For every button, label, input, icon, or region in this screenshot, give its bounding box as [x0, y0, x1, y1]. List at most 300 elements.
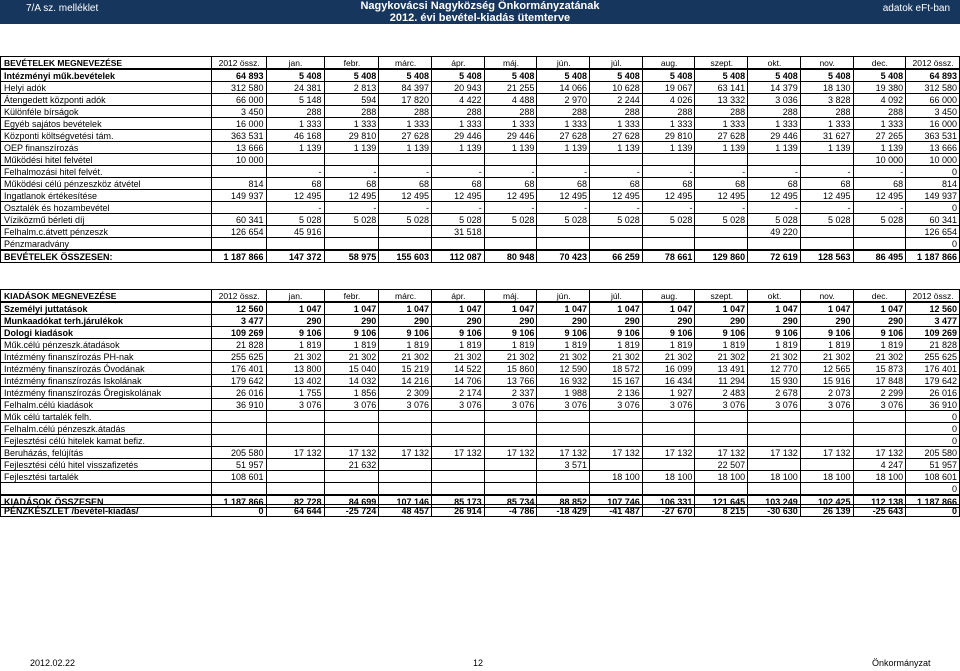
table-cell: -	[266, 166, 324, 178]
table-row	[1, 471, 960, 483]
table-cell: 27 628	[379, 130, 432, 142]
table-cell	[211, 423, 266, 435]
table-cell: 11 294	[695, 375, 748, 387]
table-cell: 109 269	[906, 327, 960, 339]
table-cell	[590, 226, 643, 238]
table-cell: -	[379, 166, 432, 178]
table-cell: 16 434	[642, 375, 695, 387]
table-cell: 5 408	[695, 69, 748, 82]
table-cell: 16 099	[642, 363, 695, 375]
table-cell	[266, 471, 324, 483]
table-cell	[537, 411, 590, 423]
table-cell: 21 632	[324, 459, 379, 471]
table-cell: 21 302	[537, 351, 590, 363]
table-cell: 9 106	[642, 327, 695, 339]
table-cell: -	[432, 166, 485, 178]
table-cell: 363 531	[906, 130, 960, 142]
table-cell: 1 333	[266, 118, 324, 130]
table-cell	[379, 226, 432, 238]
table-cell: 1 988	[537, 387, 590, 399]
table-cell: 288	[695, 106, 748, 118]
row-label: Egyéb sajátos bevételek	[1, 118, 212, 130]
total-row	[1, 250, 960, 263]
table-cell: 1 139	[432, 142, 485, 154]
row-label: Felhalm.c.átvett pénzeszk	[1, 226, 212, 238]
table-cell: okt.	[748, 57, 801, 70]
table-cell	[748, 423, 801, 435]
table-cell: 21 302	[432, 351, 485, 363]
table-cell: 2 244	[590, 94, 643, 106]
table-cell	[590, 238, 643, 251]
table-cell: 106 331	[642, 495, 695, 508]
table-cell: ápr.	[432, 290, 485, 303]
table-cell: 149 937	[906, 190, 960, 202]
table-cell: 20 943	[432, 82, 485, 94]
table-cell: -	[379, 202, 432, 214]
row-label: Működési hitel felvétel	[1, 154, 212, 166]
table-cell	[695, 435, 748, 447]
table-cell: 72 619	[748, 250, 801, 263]
table-cell: 9 106	[590, 327, 643, 339]
row-label: Víziközmű bérleti díj	[1, 214, 212, 226]
table-cell: 288	[379, 106, 432, 118]
table-cell: 15 040	[324, 363, 379, 375]
row-label: Helyi adók	[1, 82, 212, 94]
table-cell	[642, 459, 695, 471]
table-cell: 121 645	[695, 495, 748, 508]
table-cell: -25 724	[324, 505, 379, 517]
row-label: Intézmény finanszírozás PH-nak	[1, 351, 212, 363]
table-cell: dec.	[853, 57, 906, 70]
table-cell: 1 187 866	[906, 250, 960, 263]
table-cell	[324, 483, 379, 496]
table-cell: jan.	[266, 57, 324, 70]
table-cell: -	[432, 202, 485, 214]
table-cell: 3 076	[484, 399, 537, 411]
table-cell: 5 028	[800, 214, 853, 226]
table-cell: 5 408	[590, 69, 643, 82]
table-cell: 288	[853, 106, 906, 118]
table-cell	[484, 154, 537, 166]
table-cell: 1 819	[324, 339, 379, 351]
table-cell	[537, 471, 590, 483]
table-row	[1, 130, 960, 142]
table-cell: 68	[695, 178, 748, 190]
table-cell: 2012 össz.	[906, 290, 960, 303]
table-cell: 205 580	[906, 447, 960, 459]
table-cell: 1 819	[484, 339, 537, 351]
table-cell: -	[537, 202, 590, 214]
row-label: PÉNZKÉSZLET /bevétel-kiadás/	[1, 505, 212, 517]
table-cell: 2012 össz.	[211, 57, 266, 70]
table-cell	[484, 238, 537, 251]
table-cell	[379, 411, 432, 423]
row-label: Pénzmaradvány	[1, 238, 212, 251]
table-cell: 1 856	[324, 387, 379, 399]
table-cell: 1 139	[266, 142, 324, 154]
table-cell	[642, 238, 695, 251]
table-cell: 3 076	[748, 399, 801, 411]
table-cell: -	[748, 202, 801, 214]
table-cell: 15 167	[590, 375, 643, 387]
table-cell	[800, 483, 853, 496]
table-cell: 0	[211, 505, 266, 517]
table-cell: 1 139	[642, 142, 695, 154]
table-cell: 1 047	[484, 302, 537, 315]
table-cell: 1 819	[800, 339, 853, 351]
table-cell	[590, 483, 643, 496]
table-cell: 2012 össz.	[211, 290, 266, 303]
table-cell: 14 706	[432, 375, 485, 387]
page-header	[0, 0, 960, 24]
table-cell	[800, 154, 853, 166]
table-cell: 2 299	[853, 387, 906, 399]
table-cell: 3 450	[211, 106, 266, 118]
table-cell: 0	[906, 238, 960, 251]
table-cell: 12 590	[537, 363, 590, 375]
table-cell: 1 047	[642, 302, 695, 315]
table-cell: 51 957	[906, 459, 960, 471]
table-cell	[484, 459, 537, 471]
table-cell: 2 073	[800, 387, 853, 399]
table-cell: 21 255	[484, 82, 537, 94]
table-cell: 1 047	[853, 302, 906, 315]
table-cell: 3 076	[379, 399, 432, 411]
table-cell: 149 937	[211, 190, 266, 202]
table-cell: -	[800, 202, 853, 214]
row-label: Felhalm.célú kiadások	[1, 399, 212, 411]
table-cell: 15 930	[748, 375, 801, 387]
table-cell: 3 076	[695, 399, 748, 411]
table-row	[1, 178, 960, 190]
table-row	[1, 363, 960, 375]
table-cell: 17 848	[853, 375, 906, 387]
table-cell: dec.	[853, 290, 906, 303]
table-cell	[853, 226, 906, 238]
table-cell: 1 333	[800, 118, 853, 130]
table-cell: 1 047	[695, 302, 748, 315]
row-label: OEP finanszírozás	[1, 142, 212, 154]
table-cell: 15 860	[484, 363, 537, 375]
table-row	[1, 190, 960, 202]
table-cell: 66 000	[906, 94, 960, 106]
table-cell: 12 565	[800, 363, 853, 375]
table-cell: -	[695, 166, 748, 178]
row-label: Műk célú tartalék felh.	[1, 411, 212, 423]
document-subtitle: 2012. évi bevétel-kiadás ütemterve	[389, 12, 571, 24]
table-cell: 155 603	[379, 250, 432, 263]
table-cell	[537, 435, 590, 447]
table-cell: 288	[324, 106, 379, 118]
table-cell: 9 106	[537, 327, 590, 339]
table-cell: 1 139	[800, 142, 853, 154]
table-cell: 1 819	[432, 339, 485, 351]
table-cell: 21 302	[379, 351, 432, 363]
table-cell: 3 076	[800, 399, 853, 411]
table-cell: 5 028	[853, 214, 906, 226]
table-cell	[590, 435, 643, 447]
table-cell: 5 028	[748, 214, 801, 226]
table-cell: 31 627	[800, 130, 853, 142]
table-cell: 9 106	[266, 327, 324, 339]
table-cell: febr.	[324, 290, 379, 303]
table-cell: 1 139	[748, 142, 801, 154]
table-cell: 86 495	[853, 250, 906, 263]
table-cell: 3 076	[266, 399, 324, 411]
table-cell	[324, 226, 379, 238]
table-cell: 10 000	[853, 154, 906, 166]
table-cell	[211, 483, 266, 496]
table-cell	[484, 435, 537, 447]
table-cell: 13 800	[266, 363, 324, 375]
table-cell: 68	[853, 178, 906, 190]
table-cell	[432, 423, 485, 435]
table-cell	[748, 154, 801, 166]
table-cell: 58 975	[324, 250, 379, 263]
table-cell: 290	[266, 315, 324, 327]
table-cell: 1 333	[432, 118, 485, 130]
table-cell	[324, 238, 379, 251]
table-cell: 19 067	[642, 82, 695, 94]
row-label: Átengedett központi adók	[1, 94, 212, 106]
table-cell: 288	[432, 106, 485, 118]
table-cell: 12 495	[853, 190, 906, 202]
table-cell: 108 601	[211, 471, 266, 483]
table-cell	[379, 471, 432, 483]
row-label: BEVÉTELEK ÖSSZESEN:	[1, 250, 212, 263]
row-label: BEVÉTELEK MEGNEVEZÉSE	[1, 57, 212, 70]
table-cell	[695, 483, 748, 496]
table-cell: 8 215	[695, 505, 748, 517]
table-cell: 1 333	[642, 118, 695, 130]
table-cell: 147 372	[266, 250, 324, 263]
table-cell: 1 333	[484, 118, 537, 130]
table-cell: 1 047	[432, 302, 485, 315]
table-cell: 12 495	[537, 190, 590, 202]
table-row	[1, 154, 960, 166]
table-cell: 5 148	[266, 94, 324, 106]
table-cell: nov.	[800, 290, 853, 303]
table-cell: 3 450	[906, 106, 960, 118]
table-cell: 1 333	[748, 118, 801, 130]
table-cell: 1 139	[324, 142, 379, 154]
table-cell: 18 100	[642, 471, 695, 483]
table-cell: 1 333	[324, 118, 379, 130]
table-cell: 17 132	[748, 447, 801, 459]
table-cell: 68	[800, 178, 853, 190]
table-cell	[537, 238, 590, 251]
table-cell: 3 076	[537, 399, 590, 411]
table-cell: 128 563	[800, 250, 853, 263]
table-cell: 5 028	[695, 214, 748, 226]
table-cell	[266, 154, 324, 166]
table-cell: 1 187 866	[211, 495, 266, 508]
table-cell: 17 132	[324, 447, 379, 459]
row-label: Osztalék és hozambevétel	[1, 202, 212, 214]
table-cell	[266, 435, 324, 447]
table-row	[1, 315, 960, 327]
table-cell: 27 628	[537, 130, 590, 142]
table-cell: 14 032	[324, 375, 379, 387]
table-row	[1, 375, 960, 387]
table-cell	[748, 238, 801, 251]
table-cell	[537, 154, 590, 166]
table-cell	[695, 411, 748, 423]
table-cell: 64 893	[906, 69, 960, 82]
table-cell: 9 106	[379, 327, 432, 339]
table-cell: 107 146	[379, 495, 432, 508]
table-cell	[642, 411, 695, 423]
table-cell: 1 139	[379, 142, 432, 154]
row-label: Fejlesztési célú hitelek kamat befiz.	[1, 435, 212, 447]
table-row	[1, 302, 960, 315]
table-cell: 4 488	[484, 94, 537, 106]
table-cell: 1 819	[590, 339, 643, 351]
table-row	[1, 411, 960, 423]
table-cell: 9 106	[853, 327, 906, 339]
table-cell: 4 092	[853, 94, 906, 106]
table-cell: 103 249	[748, 495, 801, 508]
table-cell: 5 408	[642, 69, 695, 82]
table-cell: 14 379	[748, 82, 801, 94]
table-cell: 15 916	[800, 375, 853, 387]
table-cell: 5 028	[324, 214, 379, 226]
table-cell	[266, 459, 324, 471]
table-cell: 5 028	[266, 214, 324, 226]
table-cell: 2 136	[590, 387, 643, 399]
table-cell: 1 927	[642, 387, 695, 399]
table-cell: 5 028	[590, 214, 643, 226]
table-cell	[324, 435, 379, 447]
table-cell: 19 380	[853, 82, 906, 94]
table-cell: 36 910	[906, 399, 960, 411]
table-cell: -	[590, 202, 643, 214]
table-cell: szept.	[695, 290, 748, 303]
table-cell: 2 970	[537, 94, 590, 106]
table-cell: -	[537, 166, 590, 178]
table-cell: febr.	[324, 57, 379, 70]
table-cell: 17 132	[800, 447, 853, 459]
table-cell	[800, 423, 853, 435]
table-cell: 22 507	[695, 459, 748, 471]
table-cell: 290	[800, 315, 853, 327]
table-cell: 5 408	[537, 69, 590, 82]
table-cell	[590, 411, 643, 423]
balance-row	[1, 505, 960, 517]
table-cell: 107 746	[590, 495, 643, 508]
table-cell: 63 141	[695, 82, 748, 94]
table-cell: 21 302	[642, 351, 695, 363]
table-cell: -	[800, 166, 853, 178]
table-cell: 31 518	[432, 226, 485, 238]
table-cell	[432, 435, 485, 447]
table-cell: 85 173	[432, 495, 485, 508]
table-cell: 5 028	[642, 214, 695, 226]
table-cell: 29 446	[432, 130, 485, 142]
table-cell: 0	[906, 483, 960, 496]
table-cell: -27 670	[642, 505, 695, 517]
table-cell: 1 047	[800, 302, 853, 315]
table-cell: 9 106	[695, 327, 748, 339]
table-cell: 5 408	[748, 69, 801, 82]
table-cell: 17 132	[484, 447, 537, 459]
table-cell: 1 139	[484, 142, 537, 154]
table-cell: 27 628	[695, 130, 748, 142]
table-cell: 66 259	[590, 250, 643, 263]
table-cell: 17 132	[695, 447, 748, 459]
table-cell: 1 819	[853, 339, 906, 351]
table-cell: 129 860	[695, 250, 748, 263]
table-cell: 3 571	[537, 459, 590, 471]
table-cell: 46 168	[266, 130, 324, 142]
table-cell	[853, 435, 906, 447]
table-cell: 4 247	[853, 459, 906, 471]
table-cell	[211, 238, 266, 251]
table-row	[1, 447, 960, 459]
table-cell: 80 948	[484, 250, 537, 263]
table-row	[1, 387, 960, 399]
table-cell: -	[324, 166, 379, 178]
table-cell: 27 265	[853, 130, 906, 142]
table-cell: 85 734	[484, 495, 537, 508]
table-cell: 814	[906, 178, 960, 190]
table-cell: 68	[379, 178, 432, 190]
header-row	[1, 290, 960, 303]
table-cell	[324, 154, 379, 166]
table-cell: 2 309	[379, 387, 432, 399]
table-cell: 21 302	[748, 351, 801, 363]
table-cell: 21 302	[853, 351, 906, 363]
table-cell: 0	[906, 505, 960, 517]
table-cell: 27 628	[590, 130, 643, 142]
table-row	[1, 327, 960, 339]
table-cell: jún.	[537, 57, 590, 70]
table-cell: 68	[432, 178, 485, 190]
table-cell: 0	[906, 166, 960, 178]
table-cell: 82 728	[266, 495, 324, 508]
table-cell	[432, 459, 485, 471]
table-cell: 5 408	[432, 69, 485, 82]
table-cell: 15 873	[853, 363, 906, 375]
table-cell: 78 661	[642, 250, 695, 263]
table-cell: 18 100	[748, 471, 801, 483]
table-cell: 3 477	[906, 315, 960, 327]
table-cell: 21 302	[800, 351, 853, 363]
table-row	[1, 483, 960, 496]
table-row	[1, 339, 960, 351]
table-cell: 1 819	[695, 339, 748, 351]
table-cell: 9 106	[324, 327, 379, 339]
table-cell: 255 625	[211, 351, 266, 363]
table-cell	[432, 238, 485, 251]
table-cell: aug.	[642, 290, 695, 303]
table-cell: 1 333	[853, 118, 906, 130]
expense-table	[0, 289, 960, 508]
table-row	[1, 69, 960, 82]
table-cell: 1 333	[537, 118, 590, 130]
table-cell	[695, 238, 748, 251]
table-cell: 13 332	[695, 94, 748, 106]
table-cell	[432, 154, 485, 166]
table-cell: júl.	[590, 290, 643, 303]
table-cell: -	[642, 166, 695, 178]
table-cell: máj.	[484, 290, 537, 303]
table-cell: -	[748, 166, 801, 178]
table-cell: 9 106	[748, 327, 801, 339]
table-cell: márc.	[379, 57, 432, 70]
table-cell	[266, 238, 324, 251]
table-cell: 3 076	[324, 399, 379, 411]
